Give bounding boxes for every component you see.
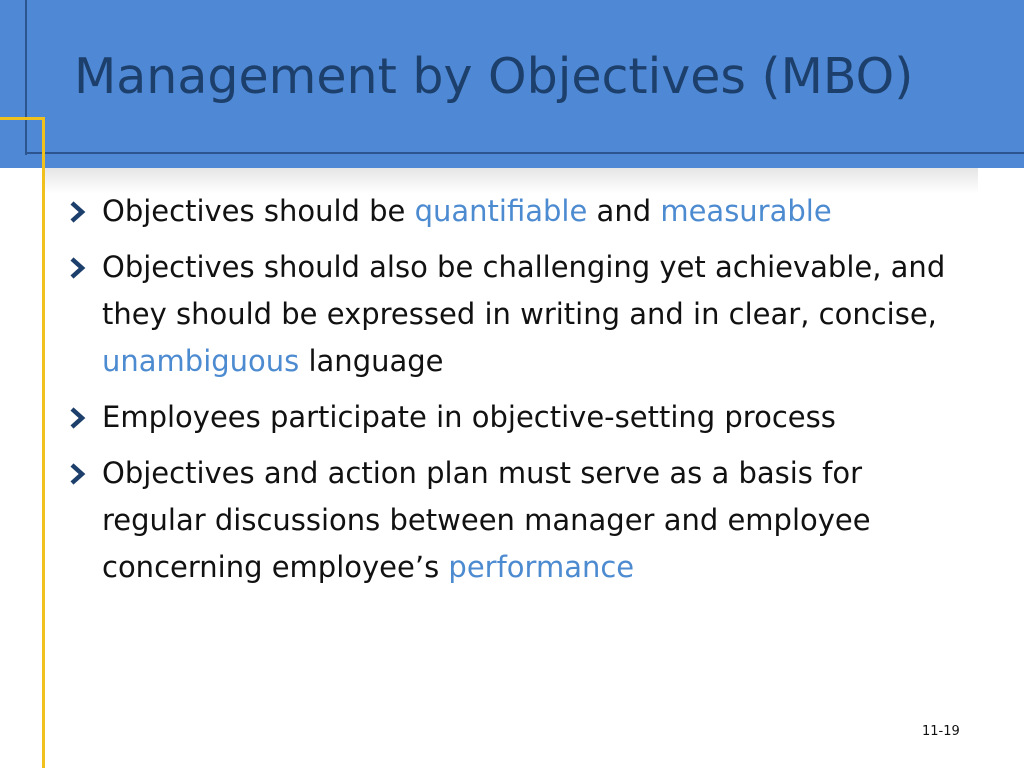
- bullet-text: Objectives should be: [102, 194, 415, 228]
- bullet-text: and: [587, 194, 661, 228]
- bullet-highlight: quantifiable: [414, 194, 588, 228]
- bullet-highlight: unambiguous: [102, 344, 300, 378]
- chevron-right-icon: [68, 201, 88, 223]
- bullet-text: Objectives and action plan must serve as a basis for regular discussions between manager and employee concerning employee’s: [102, 456, 871, 584]
- bullet-item: [68, 394, 968, 441]
- vertical-divider-blue: [25, 0, 27, 155]
- bullet-item: [68, 244, 968, 385]
- bullet-highlight: performance: [448, 550, 635, 584]
- bullet-item: [68, 450, 968, 591]
- horizontal-divider-blue: [25, 152, 1024, 154]
- bullet-text: Employees participate in objective-setting process: [102, 400, 836, 434]
- bullet-highlight: measurable: [660, 194, 832, 228]
- slide-title: Management by Objectives (MBO): [74, 48, 914, 105]
- bullet-text: language: [299, 344, 444, 378]
- chevron-right-icon: [68, 463, 88, 485]
- chevron-right-icon: [68, 407, 88, 429]
- horizontal-accent-line: [0, 117, 45, 120]
- chevron-right-icon: [68, 257, 88, 279]
- page-number: 11-19: [922, 724, 960, 739]
- vertical-accent-line: [42, 118, 45, 768]
- bullet-text: Objectives should also be challenging yet achievable, and they should be expressed in writing and in clear, concise,: [102, 250, 946, 331]
- bullet-list: [68, 188, 968, 600]
- bullet-item: [68, 188, 968, 235]
